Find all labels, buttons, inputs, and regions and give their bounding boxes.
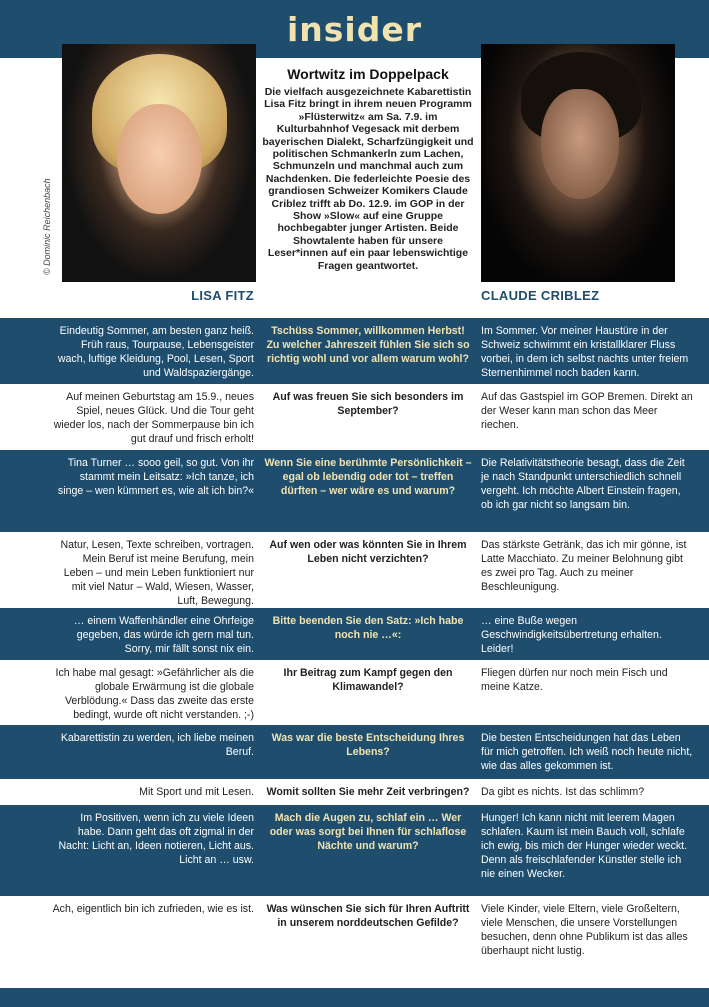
answer-lisa: Auf meinen Geburtstag am 15.9., neues Spiel, neues Glück. Und die Tour geht wieder los, nach der Sommerpause bin ich gut drauf und frisch erholt! xyxy=(53,391,254,445)
qa-row xyxy=(0,318,709,384)
answer-lisa: Mit Sport und mit Lesen. xyxy=(139,786,254,798)
question: Ihr Beitrag zum Kampf gegen den Klimawandel? xyxy=(283,667,453,693)
qa-row xyxy=(0,896,709,988)
name-lisa-fitz: LISA FITZ xyxy=(191,288,254,303)
answer-claude: Da gibt es nichts. Ist das schlimm? xyxy=(481,786,645,798)
answer-claude: Das stärkste Getränk, das ich mir gönne, ist Latte Macchiato. Zu meiner Belohnung gibt es zwei pro Tag. Auch zu meiner Beschleunigung. xyxy=(481,539,687,593)
qa-row xyxy=(0,660,709,725)
answer-lisa: Tina Turner … sooo geil, so gut. Von ihr stammt mein Leitsatz: »Ich tanze, ich singe – wen kümmert es, wie alt ich bin?« xyxy=(57,457,254,497)
face-shape xyxy=(541,89,619,199)
answer-lisa: Ich habe mal gesagt: »Gefährlicher als die globale Erwärmung ist die globale Verblödung.« Dass das zweite das erste bedingt, wurde oft nicht verstanden. ;-) xyxy=(55,667,254,721)
name-claude-criblez: CLAUDE CRIBLEZ xyxy=(481,288,600,303)
masthead-title: insider xyxy=(286,10,423,49)
answer-lisa: Eindeutig Sommer, am besten ganz heiß. Früh raus, Tourpause, Lebensgeister wach, luftige Kleidung, Pool, Lesen, Sport und Waldspaziergänge. xyxy=(57,325,254,379)
qa-row xyxy=(0,608,709,660)
qa-row xyxy=(0,779,709,805)
intro-text: Die vielfach ausgezeichnete Kabarettistin Lisa Fitz bringt in ihrem neuen Programm »Flüsterwitz« am Sa. 7.9. im Kulturbahnhof Vegesack mit derbem bayerischen Dialekt, Scharfzüngigkeit und politischen Schmankerln zum Lachen, Schmunzeln und manchmal auch zum Nachdenken. Die federleichte Poesie des grandiosen Schweizer Komikers Claude Criblez trifft ab Do. 12.9. im GOP in der Show »Slow« auf eine Gruppe hochbegabter junger Artisten. Beide Showtalente haben für unsere Leser*innen auf ein paar lebenswichtige Fragen geantwortet. xyxy=(262,86,474,272)
claude-criblez-photo xyxy=(481,44,675,282)
question: Auf was freuen Sie sich besonders im September? xyxy=(272,391,464,417)
question: Wenn Sie eine berühmte Persönlichkeit – egal ob lebendig oder tot – treffen dürften – wer wäre es und warum? xyxy=(264,457,472,497)
intro-title: Wortwitz im Doppelpack xyxy=(287,66,449,82)
qa-row xyxy=(0,805,709,896)
face-shape xyxy=(117,104,202,214)
answer-claude: Hunger! Ich kann nicht mit leerem Magen schlafen. Kaum ist mein Bauch voll, schlafe ich ewig, bis mich der Hunger wieder weckt. Denn als freischlafender Künstler stelle ich nie einen Wecker. xyxy=(481,812,688,880)
lisa-fitz-photo xyxy=(62,44,256,282)
footer-bar xyxy=(0,988,709,1007)
question: Tschüss Sommer, willkommen Herbst! Zu welcher Jahreszeit fühlen Sie sich so richtig wohl und vor allem warum wohl? xyxy=(266,325,470,365)
answer-lisa: … einem Waffenhändler eine Ohrfeige gegeben, das würde ich gern mal tun. Sorry, mir fällt sonst nix ein. xyxy=(73,615,254,655)
answer-claude: Viele Kinder, viele Eltern, viele Großeltern, viele Menschen, die unsere Vorstellungen besuchen, denn ohne Publikum ist das alles überhaupt nicht lustig. xyxy=(481,903,688,957)
answer-lisa: Im Positiven, wenn ich zu viele Ideen habe. Dann geht das oft zigmal in der Nacht: Licht an, Ideen notieren, Licht aus. Licht an … usw. xyxy=(58,812,254,866)
question: Auf wen oder was könnten Sie in Ihrem Leben nicht verzichten? xyxy=(269,539,467,565)
question: Was wünschen Sie sich für Ihren Auftritt in unserem norddeutschen Gefilde? xyxy=(266,903,470,929)
answer-claude: Im Sommer. Vor meiner Haustüre in der Schweiz schwimmt ein kristallklarer Fluss vorbei, in dem ich selbst nachts unter freiem Sternenhimmel noch baden kann. xyxy=(481,325,689,379)
question: Was war die beste Entscheidung Ihres Lebens? xyxy=(271,732,465,758)
qa-row xyxy=(0,532,709,608)
answer-lisa: Kabarettistin zu werden, ich liebe meinen Beruf. xyxy=(60,732,254,758)
answer-claude: Die besten Entscheidungen hat das Leben für mich getroffen. Ich weiß noch heute nicht, wie das alles gekommen ist. xyxy=(481,732,693,772)
answer-claude: Auf das Gastspiel im GOP Bremen. Direkt an der Weser kann man schon das Meer riechen. xyxy=(481,391,693,431)
answer-lisa: Natur, Lesen, Texte schreiben, vortragen. Mein Beruf ist meine Berufung, mein Leben – und mein Leben funktioniert nur mit viel Natur – Wald, Wiesen, Wasser, Luft, Bewegung. xyxy=(60,539,254,607)
answer-claude: … eine Buße wegen Geschwindigkeitsübertretung erhalten. Leider! xyxy=(481,615,662,655)
question: Mach die Augen zu, schlaf ein … Wer oder was sorgt bei Ihnen für schlaflose Nächte und warum? xyxy=(269,812,467,852)
photo-credit: © Dominic Reichenbach xyxy=(42,178,52,275)
question: Womit sollten Sie mehr Zeit verbringen? xyxy=(266,786,470,798)
answer-lisa: Ach, eigentlich bin ich zufrieden, wie es ist. xyxy=(52,903,254,915)
answer-claude: Die Relativitätstheorie besagt, dass die Zeit je nach Standpunkt unterschiedlich schnell vergeht. Ich möchte Albert Einstein fragen, ob ich gar nicht so langsam bin. xyxy=(481,457,685,511)
qa-row xyxy=(0,725,709,779)
qa-row xyxy=(0,450,709,532)
answer-claude: Fliegen dürfen nur noch mein Fisch und meine Katze. xyxy=(481,667,668,693)
question: Bitte beenden Sie den Satz: »Ich habe noch nie …«: xyxy=(272,615,464,641)
qa-row xyxy=(0,384,709,450)
